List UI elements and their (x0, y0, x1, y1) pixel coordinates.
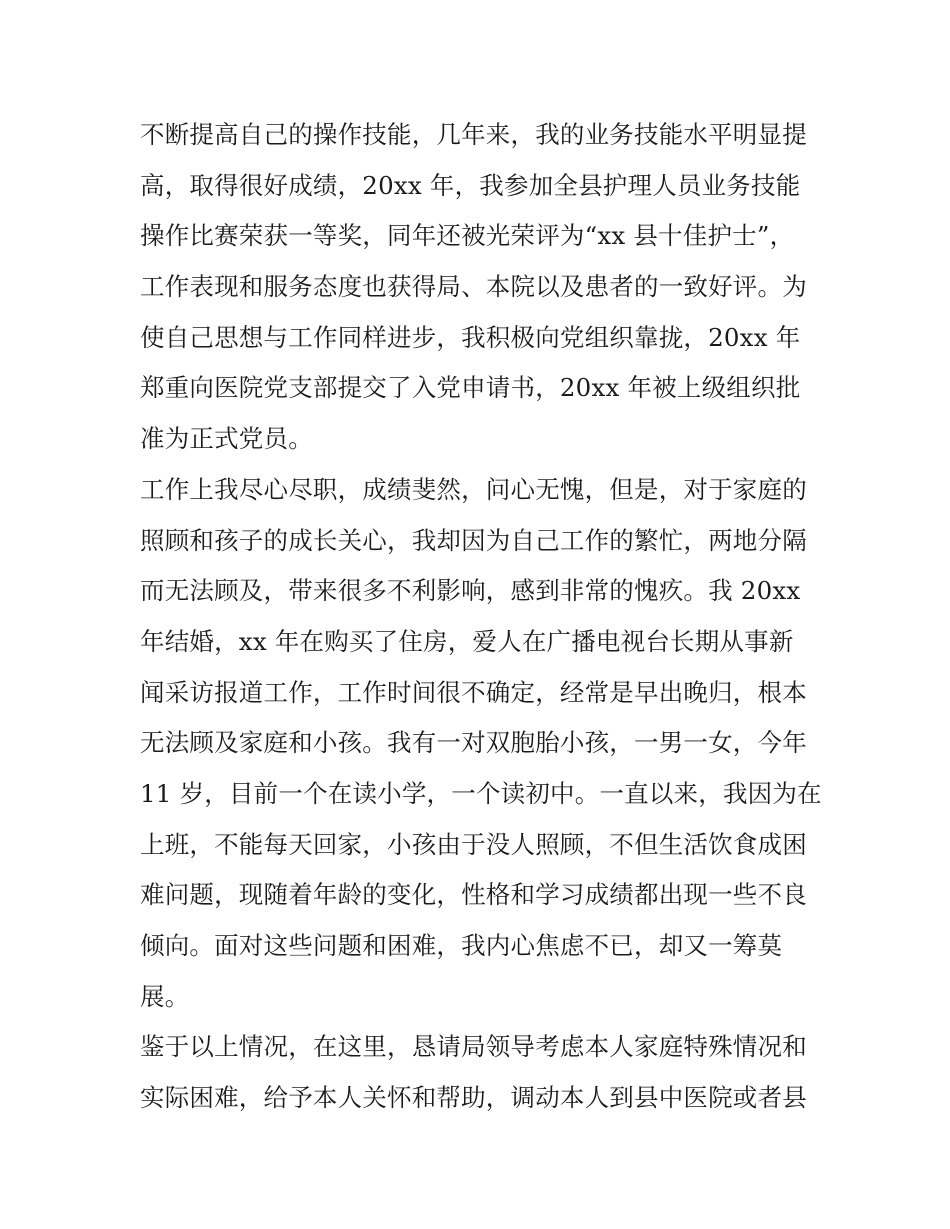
text-line: 而无法顾及，带来很多不利影响，感到非常的愧疚。我 20xx (140, 576, 801, 606)
text-line: 工作上我尽心尽职，成绩斐然，问心无愧，但是，对于家庭的 (140, 474, 807, 504)
text-line: 展。 (140, 981, 190, 1011)
document-body (140, 110, 820, 1124)
text-line: 鉴于以上情况，在这里，恳请局领导考虑本人家庭特殊情况和 (140, 1032, 807, 1062)
text-line: 闻采访报道工作，工作时间很不确定，经常是早出晚归，根本 (140, 677, 807, 707)
text-line: 不断提高自己的操作技能，几年来，我的业务技能水平明显提 (140, 120, 807, 149)
text-line: 操作比赛荣获一等奖，同年还被光荣评为“xx 县十佳护士”， (140, 221, 795, 251)
text-line: 郑重向医院党支部提交了入党申请书，20xx 年被上级组织批 (140, 373, 801, 403)
text-line: 无法顾及家庭和小孩。我有一对双胞胎小孩，一男一女，今年 (140, 728, 807, 758)
text-line: 难问题，现随着年龄的变化，性格和学习成绩都出现一些不良 (140, 880, 807, 910)
text-line: 11 岁，目前一个在读小学，一个读初中。一直以来，我因为在 (140, 778, 822, 808)
text-line: 工作表现和服务态度也获得局、本院以及患者的一致好评。为 (140, 272, 807, 302)
text-line: 实际困难，给予本人关怀和帮助，调动本人到县中医院或者县 (140, 1083, 807, 1113)
text-line: 年结婚，xx 年在购买了住房，爱人在广播电视台长期从事新 (140, 626, 794, 656)
text-line: 照顾和孩子的成长关心，我却因为自己工作的繁忙，两地分隔 (140, 525, 807, 555)
text-line: 倾向。面对这些问题和困难，我内心焦虑不已，却又一筹莫 (140, 931, 783, 960)
text-line: 上班，不能每天回家，小孩由于没人照顾，不但生活饮食成困 (140, 829, 807, 859)
text-line: 高，取得很好成绩，20xx 年，我参加全县护理人员业务技能 (140, 170, 801, 200)
text-line: 使自己思想与工作同样进步，我积极向党组织靠拢，20xx 年 (140, 322, 801, 352)
text-line: 准为正式党员。 (140, 424, 313, 454)
